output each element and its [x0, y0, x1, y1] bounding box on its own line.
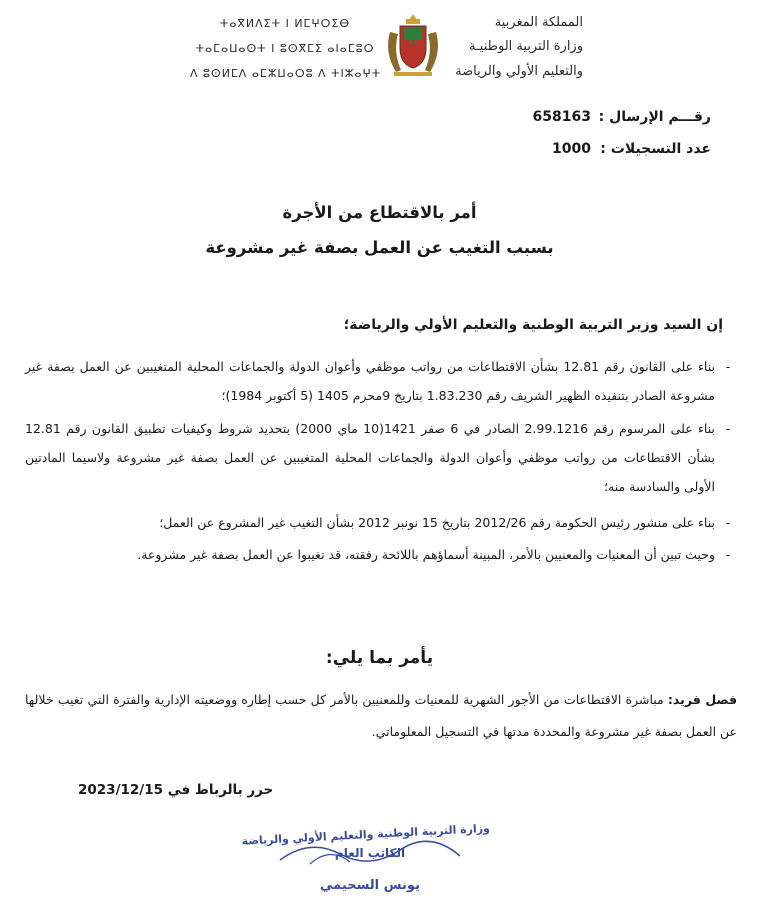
coat-of-arms-icon: [382, 10, 444, 82]
bullet-dash: -: [725, 359, 731, 374]
addressee: إن السيد وزير التربية الوطنية والتعليم الأولي والرياضة؛: [343, 317, 723, 333]
article-label: فصل فريد:: [667, 692, 738, 707]
preamble-item: [25, 414, 737, 501]
order-heading: يأمر بما يلي:: [325, 648, 434, 668]
preamble-text: وحيث تبين أن المعنيات والمعنيين بالأمر، المبينة أسماؤهم باللائحة رفقته، قد تغيبوا عن العمل بصفة غير مشروعة.: [137, 547, 715, 562]
official-stamp: [241, 821, 491, 906]
stamp-ministry: وزارة التربية الوطنية والتعليم الأولي والرياضة: [241, 821, 491, 848]
signature-icon: [270, 836, 470, 870]
stamp-title: الكاتب العام: [334, 846, 406, 860]
single-article: [25, 684, 737, 748]
bullet-dash: -: [725, 547, 731, 562]
arabic-header-line-1: المملكة المغربية: [494, 15, 583, 30]
preamble-item: [25, 352, 737, 410]
dispatch-number-value: 658163: [532, 109, 591, 125]
arabic-header-line-2: وزارة التربية الوطنيـة: [469, 39, 583, 54]
tifinagh-line-3: ⴷ ⵓⵙⵍⵎⴷ ⴰⵎⵣⵡⴰⵔⵓ ⴷ ⵜⵏⵣⴰⵖⵜ: [190, 67, 382, 80]
arabic-header-line-3: والتعليم الأولي والرياضة: [455, 64, 583, 79]
signatory-name: يونس السحيمي: [320, 878, 420, 893]
document-title-line-1: أمر بالاقتطاع من الأجرة: [282, 203, 477, 222]
dispatch-number-row: [533, 109, 711, 125]
bullet-dash: -: [725, 421, 731, 436]
preamble-text: بناء على المرسوم رقم 2.99.1216 الصادر في 6 صفر 1421(10 ماي 2000) بتحديد شروط وكيفيات تطبيق القانون رقم 12.81 بشأن الاقتطاعات من رواتب موظفي وأعوان الدولة والجماعات المحلية المتغيبين عن العمل بصفة غير مشروعة ولاسيما المادتين الأولى والسادسة منه؛: [25, 421, 715, 494]
article-text: مباشرة الاقتطاعات من الأجور الشهرية للمعنيات وللمعنيين بالأمر كل حسب إطاره ووضعيته الإدارية والفترة التي تغيب خلالها عن العمل بصفة غير مشروعة والمحددة مدتها في التسجيل المعلوماتي.: [25, 692, 737, 739]
tifinagh-line-1: ⵜⴰⴳⵍⴷⵉⵜ ⵏ ⵍⵎⵖⵔⵉⴱ: [219, 17, 351, 30]
records-count-label: عدد التسجيلات :: [600, 141, 711, 157]
preamble-text: بناء على منشور رئيس الحكومة رقم 2012/26 بتاريخ 15 نونبر 2012 بشأن التغيب غير المشروع عن العمل؛: [159, 515, 715, 530]
dispatch-number-label: رقـــم الإرسال :: [598, 109, 711, 125]
records-count-value: 1000: [552, 141, 591, 157]
preamble-item: [25, 508, 737, 537]
records-count-row: [552, 141, 711, 157]
bullet-dash: -: [725, 515, 731, 530]
place-and-date: حرر بالرباط في 2023/12/15: [78, 782, 274, 798]
tifinagh-line-2: ⵜⴰⵎⴰⵡⴰⵙⵜ ⵏ ⵓⵙⴳⵎⵉ ⴰⵏⴰⵎⵓⵔ: [195, 42, 375, 55]
preamble-text: بناء على القانون رقم 12.81 بشأن الاقتطاعات من رواتب موظفي وأعوان الدولة والجماعات المحلية المتغيبين عن العمل بصفة غير مشروعة الصادر بتنفيذه الظهير الشريف رقم 1.83.230 بتاريخ 9محرم 1405 (5 أكتوبر 1984)؛: [25, 359, 715, 403]
preamble-item: [25, 540, 737, 569]
document-title-line-2: بسبب التغيب عن العمل بصفة غير مشروعة: [205, 238, 554, 257]
